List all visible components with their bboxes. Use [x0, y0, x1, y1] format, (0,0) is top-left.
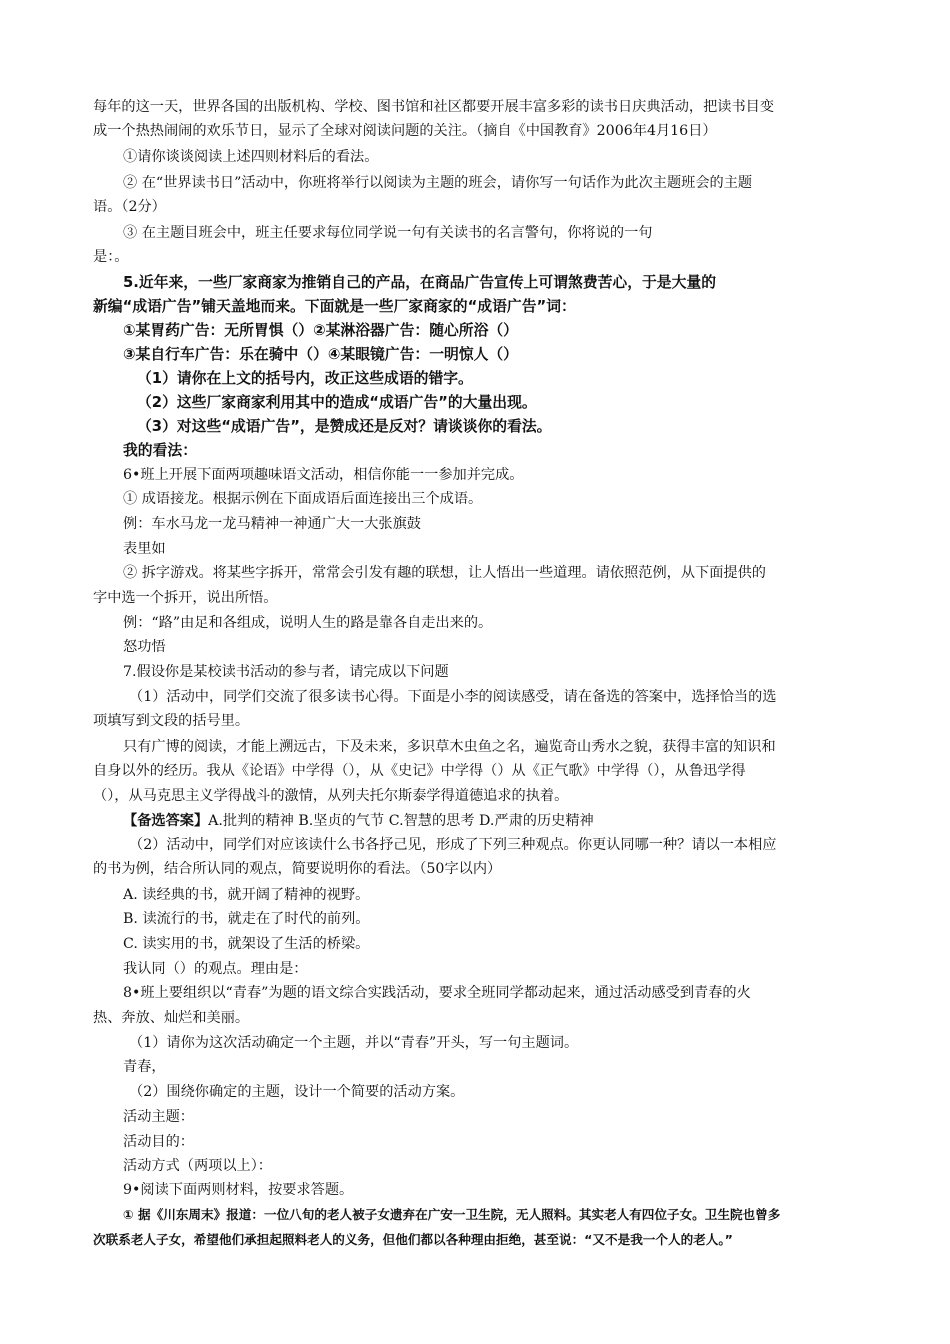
- text-line: A. 读经典的书，就开阔了精神的视野。: [123, 887, 370, 903]
- text-line: 每年的这一天，世界各国的出版机构、学校、图书馆和社区都要开展丰富多彩的读书日庆典活动，把读书目变: [93, 99, 775, 115]
- answer-options-line: [123, 811, 594, 831]
- text-line: 是：。: [93, 249, 129, 265]
- text-line: 活动方式（两项以上）：: [123, 1158, 272, 1174]
- question-9-material-line: 次联系老人子女，希望他们承担起照料老人的义务，但他们都以各种理由拒绝，甚至说：“又不是我一个人的老人。”: [93, 1232, 733, 1247]
- text-line: 语。（2分）: [93, 199, 166, 215]
- question-5-line: （2）这些厂家商家利用其中的造成“成语广告”的大量出现。: [137, 394, 537, 411]
- text-line: 表里如: [123, 541, 166, 557]
- answer-options: A.批判的精神 B.坚贞的气节 C.智慧的思考 D.严肃的历史精神: [208, 813, 594, 829]
- text-line: ② 拆字游戏。将某些字拆开，常常会引发有趣的联想，让人悟出一些道理。请依照范例，从下面提供的: [123, 565, 766, 581]
- text-line: 例：“路”由足和各组成，说明人生的路是靠各自走出来的。: [123, 615, 493, 631]
- text-line: 热、奔放、灿烂和美丽。: [93, 1010, 250, 1026]
- text-line: （1）活动中，同学们交流了很多读书心得。下面是小李的阅读感受，请在备选的答案中，选择恰当的选: [129, 689, 777, 705]
- text-line: 9•阅读下面两则材料，按要求答题。: [123, 1182, 354, 1198]
- text-line: （2）围绕你确定的主题，设计一个简要的活动方案。: [129, 1084, 465, 1100]
- text-line: 项填写到文段的括号里。: [93, 713, 250, 729]
- question-5-line: 我的看法：: [123, 442, 197, 459]
- text-line: 自身以外的经历。我从《论语》中学得（），从《史记》中学得（）从《正气歌》中学得（），从鲁迅学得: [93, 763, 746, 779]
- question-5-line: 5.近年来，一些厂家商家为推销自己的产品，在商品广告宣传上可谓煞费苦心，于是大量的: [123, 274, 716, 291]
- text-line: 例：车水马龙一龙马精神一神通广大一大张旗鼓: [123, 516, 421, 532]
- text-line: ① 成语接龙。根据示例在下面成语后面连接出三个成语。: [123, 491, 483, 507]
- text-line: 活动目的：: [123, 1134, 194, 1150]
- text-line: 怒功悟: [123, 639, 166, 655]
- text-line: ①请你谈谈阅读上述四则材料后的看法。: [123, 149, 379, 165]
- text-line: 青春，: [123, 1059, 166, 1075]
- text-line: C. 读实用的书，就架设了生活的桥梁。: [123, 936, 370, 952]
- question-5-line: 新编“成语广告”铺天盖地而来。下面就是一些厂家商家的“成语广告”词：: [93, 298, 576, 315]
- text-line: 我认同（）的观点。理由是：: [123, 961, 308, 977]
- answer-bracket-label: 【备选答案】: [123, 813, 209, 829]
- text-line: （1）请你为这次活动确定一个主题，并以“青春”开头，写一句主题词。: [129, 1035, 579, 1051]
- text-line: （2）活动中，同学们对应该读什么书各抒己见，形成了下列三种观点。你更认同哪一种？请以一本相应: [129, 837, 777, 853]
- question-9-material-line: ① 据《川东周末》报道：一位八旬的老人被子女遗弃在广安一卫生院，无人照料。其实老人有四位子女。卫生院也曾多: [123, 1207, 781, 1222]
- text-line: 7.假设你是某校读书活动的参与者，请完成以下问题: [123, 664, 449, 680]
- text-line: 6•班上开展下面两项趣味语文活动，相信你能一一参加并完成。: [123, 467, 524, 483]
- text-line: ② 在“世界读书日”活动中，你班将举行以阅读为主题的班会，请你写一句话作为此次主题班会的主题: [123, 175, 753, 191]
- question-5-line: （1）请你在上文的括号内，改正这些成语的错字。: [137, 370, 473, 387]
- text-line: 8•班上要组织以“青春”为题的语文综合实践活动，要求全班同学都动起来，通过活动感受到青春的火: [123, 985, 751, 1001]
- question-5-line: ①某胃药广告：无所胃惧（）②某淋浴器广告：随心所浴（）: [123, 322, 518, 339]
- text-line: 成一个热热闹闹的欢乐节日，显示了全球对阅读问题的关注。（摘自《中国教育》2006年4月16日）: [93, 123, 717, 139]
- text-line: ③ 在主题目班会中，班主任要求每位同学说一句有关读书的名言警句，你将说的一句: [123, 225, 653, 241]
- text-line: （），从马克思主义学得战斗的激情，从列夫托尔斯泰学得道德追求的执着。: [93, 788, 569, 804]
- question-5-line: （3）对这些“成语广告”，是赞成还是反对？请谈谈你的看法。: [137, 418, 552, 435]
- text-line: 的书为例，结合所认同的观点，简要说明你的看法。（50字以内）: [93, 861, 502, 877]
- text-line: 活动主题：: [123, 1109, 194, 1125]
- text-line: B. 读流行的书，就走在了时代的前列。: [123, 911, 370, 927]
- question-5-line: ③某自行车广告：乐在骑中（）④某眼镜广告：一明惊人（）: [123, 346, 518, 363]
- text-line: 字中选一个拆开，说出所悟。: [93, 590, 278, 606]
- text-line: 只有广博的阅读，才能上溯远古，下及未来，多识草木虫鱼之名，遍览奇山秀水之貌，获得丰富的知识和: [123, 739, 776, 755]
